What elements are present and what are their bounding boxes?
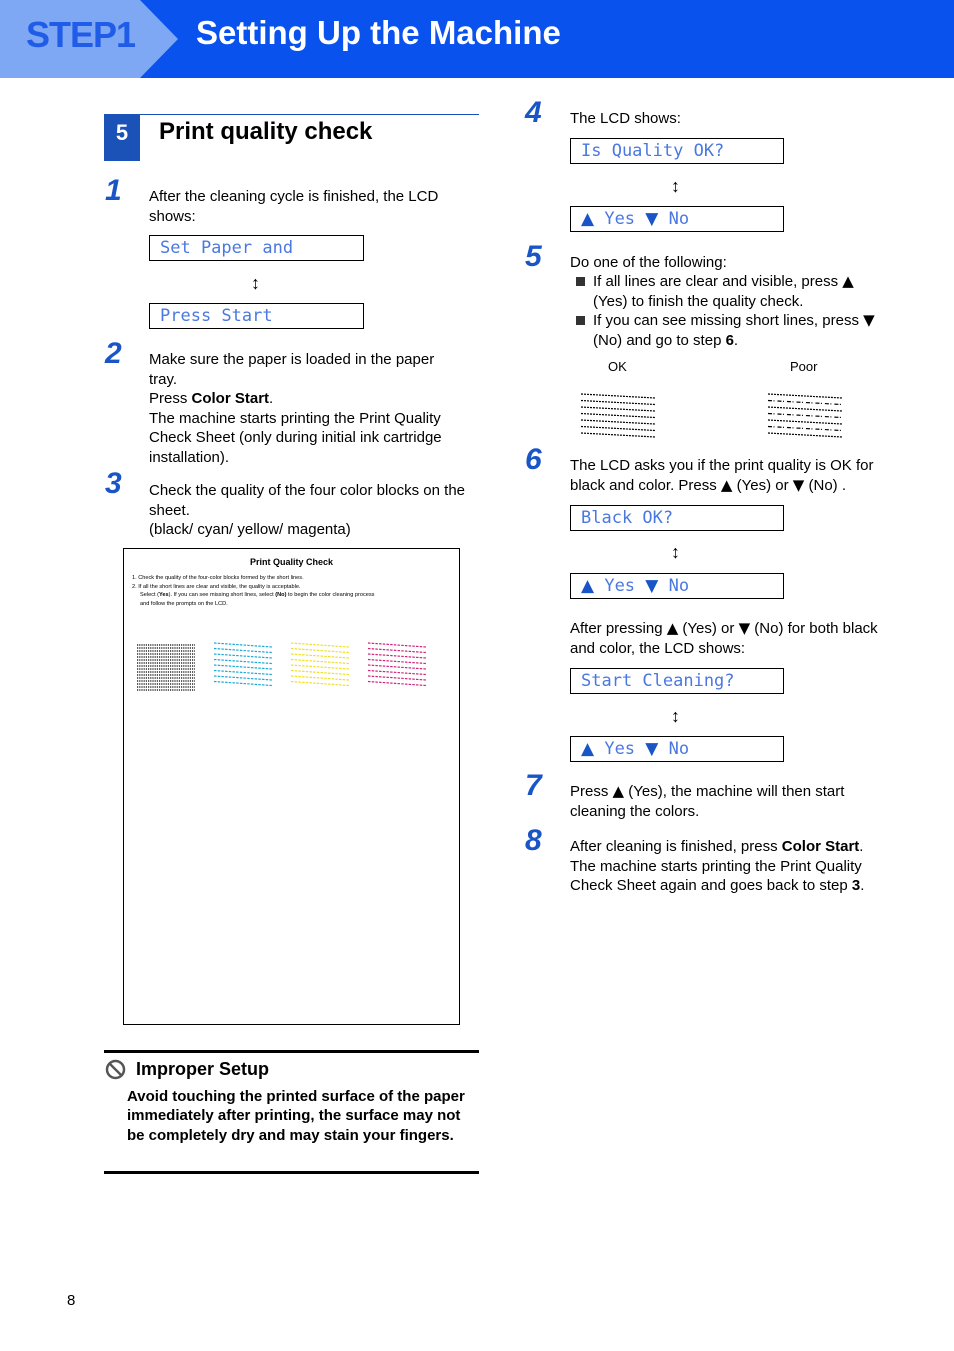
pattern-line <box>214 643 272 647</box>
pattern-line <box>768 401 842 405</box>
text: After cleaning is finished, press <box>570 838 782 855</box>
lcd-display: Start Cleaning? <box>570 668 784 694</box>
pattern-line <box>768 427 842 431</box>
poor-label: Poor <box>790 359 818 374</box>
prohibited-icon <box>105 1059 126 1080</box>
pattern-line <box>214 671 272 675</box>
step-2-line: tray. <box>149 370 178 388</box>
step-number-6: 6 <box>525 443 542 476</box>
lcd-display: Set Paper and <box>149 235 364 261</box>
step-6-after-text <box>570 619 910 658</box>
text: Press <box>570 783 613 800</box>
pattern-line <box>291 660 349 664</box>
step-3-line: Check the quality of the four color blocks on the <box>149 482 466 499</box>
updown-arrow-icon: ↕ <box>671 176 680 196</box>
bullet-square-icon <box>576 316 585 325</box>
pattern-line <box>581 433 655 437</box>
step-number-5: 5 <box>525 240 542 273</box>
step-7-text <box>570 782 910 821</box>
step-tab-arrow <box>140 0 178 78</box>
up-triangle-icon: ▲ <box>581 209 595 229</box>
text: . <box>860 877 865 894</box>
step-4-text: The LCD shows: <box>570 110 681 127</box>
step-number-3: 3 <box>105 467 122 500</box>
down-triangle-icon: ▼ <box>645 739 659 759</box>
updown-arrow-icon: ↕ <box>671 542 680 562</box>
sheet-line <box>132 591 452 600</box>
sheet-instructions <box>132 574 452 608</box>
step-2-line: The machine starts printing the Print Quality <box>149 409 441 427</box>
text: Press <box>149 390 192 407</box>
pattern-line <box>291 665 349 669</box>
step-label: STEP1 <box>26 14 136 55</box>
text: to begin the color cleaning process <box>286 592 375 599</box>
text: . <box>859 838 864 855</box>
pattern-line <box>291 682 349 686</box>
lcd-no-text: No <box>668 739 690 759</box>
lcd-display: Black OK? <box>570 505 784 531</box>
pattern-line <box>768 414 842 418</box>
pattern-line <box>768 433 842 437</box>
pattern-line <box>768 420 842 424</box>
text: (Yes) or <box>732 476 793 494</box>
bold-text: 6 <box>725 331 734 349</box>
up-triangle-icon: ▲ <box>666 619 679 637</box>
pattern-line <box>368 654 426 658</box>
up-triangle-icon: ▲ <box>581 739 595 759</box>
warning-body: Avoid touching the printed surface of the paper immediately after printing, the surface may not be completely dry and may stain your fingers. <box>127 1088 465 1144</box>
bold-text: 3 <box>851 877 861 894</box>
warning-top-rule <box>104 1050 479 1053</box>
down-triangle-icon: ▼ <box>645 209 659 229</box>
pattern-line <box>291 643 349 647</box>
step-8-text <box>570 837 910 896</box>
sheet-line: 2. If all the short lines are clear and visible, the quality is acceptable. <box>132 583 301 590</box>
page-number: 8 <box>67 1292 76 1309</box>
down-triangle-icon: ▼ <box>863 311 875 329</box>
pattern-line <box>581 401 655 405</box>
ok-label: OK <box>608 359 627 374</box>
text: (No) and go to step <box>593 331 726 349</box>
pattern-line <box>581 407 655 411</box>
up-triangle-icon: ▲ <box>581 576 595 596</box>
pattern-line <box>768 407 842 411</box>
pattern-line <box>768 394 842 398</box>
lcd-no-text: No <box>668 576 690 596</box>
pattern-line <box>291 671 349 675</box>
text: (Yes) or <box>678 620 739 637</box>
pattern-line <box>581 420 655 424</box>
pattern-line <box>368 660 426 664</box>
pattern-line <box>214 676 272 680</box>
step-5-text: Do one of the following: <box>570 254 727 271</box>
ok-sample-pattern <box>578 390 658 446</box>
step-6-after-line <box>570 619 910 639</box>
lcd-display: Is Quality OK? <box>570 138 784 164</box>
pattern-line <box>368 676 426 680</box>
step-8-line <box>570 876 910 896</box>
pattern-line <box>214 665 272 669</box>
up-triangle-icon: ▲ <box>720 475 733 494</box>
bullet-item <box>576 311 923 350</box>
text: (Yes), the machine will then start <box>624 783 845 800</box>
page-title: Setting Up the Machine <box>196 14 561 51</box>
warning-title: Improper Setup <box>136 1059 270 1079</box>
text: black and color. Press <box>570 476 721 494</box>
print-quality-sheet <box>123 548 460 1025</box>
sheet-line: and follow the prompts on the LCD. <box>140 600 228 607</box>
lcd-yes-no <box>570 573 784 599</box>
step-6-text <box>570 456 910 495</box>
pattern-line <box>291 649 349 653</box>
step-3-text <box>149 481 479 540</box>
step-2-line <box>149 389 479 409</box>
text: (No) . <box>804 476 846 494</box>
sheet-line: 1. Check the quality of the four-color blocks formed by the short lines. <box>132 575 304 581</box>
step-6-after-line: and color, the LCD shows: <box>570 639 746 657</box>
step-6-line <box>570 476 910 496</box>
text: Check Sheet again and goes back to step <box>570 877 852 894</box>
pattern-line <box>291 676 349 680</box>
bullet-square-icon <box>576 277 585 286</box>
pattern-line <box>581 414 655 418</box>
lcd-yes-no <box>570 736 784 762</box>
section-title: Print quality check <box>159 118 373 145</box>
lcd-yes-no <box>570 206 784 232</box>
pattern-line <box>581 427 655 431</box>
text: . <box>269 390 274 407</box>
step-number-1: 1 <box>105 174 122 207</box>
bold-text: Color Start <box>191 390 270 407</box>
step-number-2: 2 <box>105 337 122 370</box>
step-2-line: Make sure the paper is loaded in the paper <box>149 351 435 368</box>
up-triangle-icon: ▲ <box>612 782 625 800</box>
pattern-line <box>214 682 272 686</box>
pattern-line <box>581 394 655 398</box>
pattern-line <box>368 649 426 653</box>
text: After pressing <box>570 620 667 637</box>
updown-arrow-icon: ↕ <box>251 273 260 293</box>
step-8-line: The machine starts printing the Print Quality <box>570 857 862 875</box>
pattern-line <box>214 654 272 658</box>
step-1-line: After the cleaning cycle is finished, the LCD <box>149 188 439 205</box>
bold-text: (No) <box>275 592 287 599</box>
step-6-line: The LCD asks you if the print quality is OK for <box>570 457 874 474</box>
section-number: 5 <box>104 114 140 161</box>
pattern-line <box>291 654 349 658</box>
bold-text: Color Start <box>781 838 860 855</box>
text: Select ( <box>140 592 159 599</box>
text: If you can see missing short lines, press <box>593 312 864 329</box>
step-7-line <box>570 782 910 802</box>
step-1-line: shows: <box>149 207 196 225</box>
step-number-4: 4 <box>525 96 542 129</box>
bullet-item <box>576 272 923 311</box>
step-1-text <box>149 187 479 226</box>
warning-bottom-rule <box>104 1171 479 1174</box>
pattern-line <box>368 643 426 647</box>
bold-text: Yes <box>158 592 169 599</box>
step-number-8: 8 <box>525 824 542 857</box>
text: . <box>733 331 739 349</box>
poor-sample-pattern <box>765 390 845 446</box>
text: If all lines are clear and visible, press <box>593 273 843 290</box>
text: ). If you can see missing short lines, select <box>168 592 276 599</box>
step-3-line: (black/ cyan/ yellow/ magenta) <box>149 521 351 538</box>
step-5-bullets <box>576 272 923 350</box>
lcd-display: Press Start <box>149 303 364 329</box>
pattern-line <box>368 682 426 686</box>
step-number-7: 7 <box>525 769 542 802</box>
down-triangle-icon: ▼ <box>645 576 659 596</box>
section-rule <box>140 114 479 115</box>
down-triangle-icon: ▼ <box>792 475 805 494</box>
step-8-line <box>570 837 910 857</box>
sheet-title: Print Quality Check <box>249 557 334 567</box>
step-2-line: Check Sheet (only during initial ink cartridge <box>149 429 442 446</box>
lcd-yes-no-text: Yes <box>604 739 646 759</box>
pattern-line <box>368 665 426 669</box>
step-2-text <box>149 350 479 467</box>
pattern-line <box>368 671 426 675</box>
step-3-line: sheet. <box>149 501 190 519</box>
lcd-yes-no-text: Yes <box>604 576 646 596</box>
updown-arrow-icon: ↕ <box>671 706 680 726</box>
pattern-line <box>214 660 272 664</box>
down-triangle-icon: ▼ <box>738 619 751 637</box>
lcd-no-text: No <box>668 209 690 229</box>
step-2-line: installation). <box>149 448 230 466</box>
lcd-yes-no-text: Yes <box>604 209 646 229</box>
text: (No) for both black <box>750 620 878 637</box>
up-triangle-icon: ▲ <box>842 272 854 290</box>
pattern-line <box>214 649 272 653</box>
step-7-line: cleaning the colors. <box>570 802 700 820</box>
text: (Yes) to finish the quality check. <box>593 292 804 310</box>
color-blocks-pattern <box>124 637 459 707</box>
